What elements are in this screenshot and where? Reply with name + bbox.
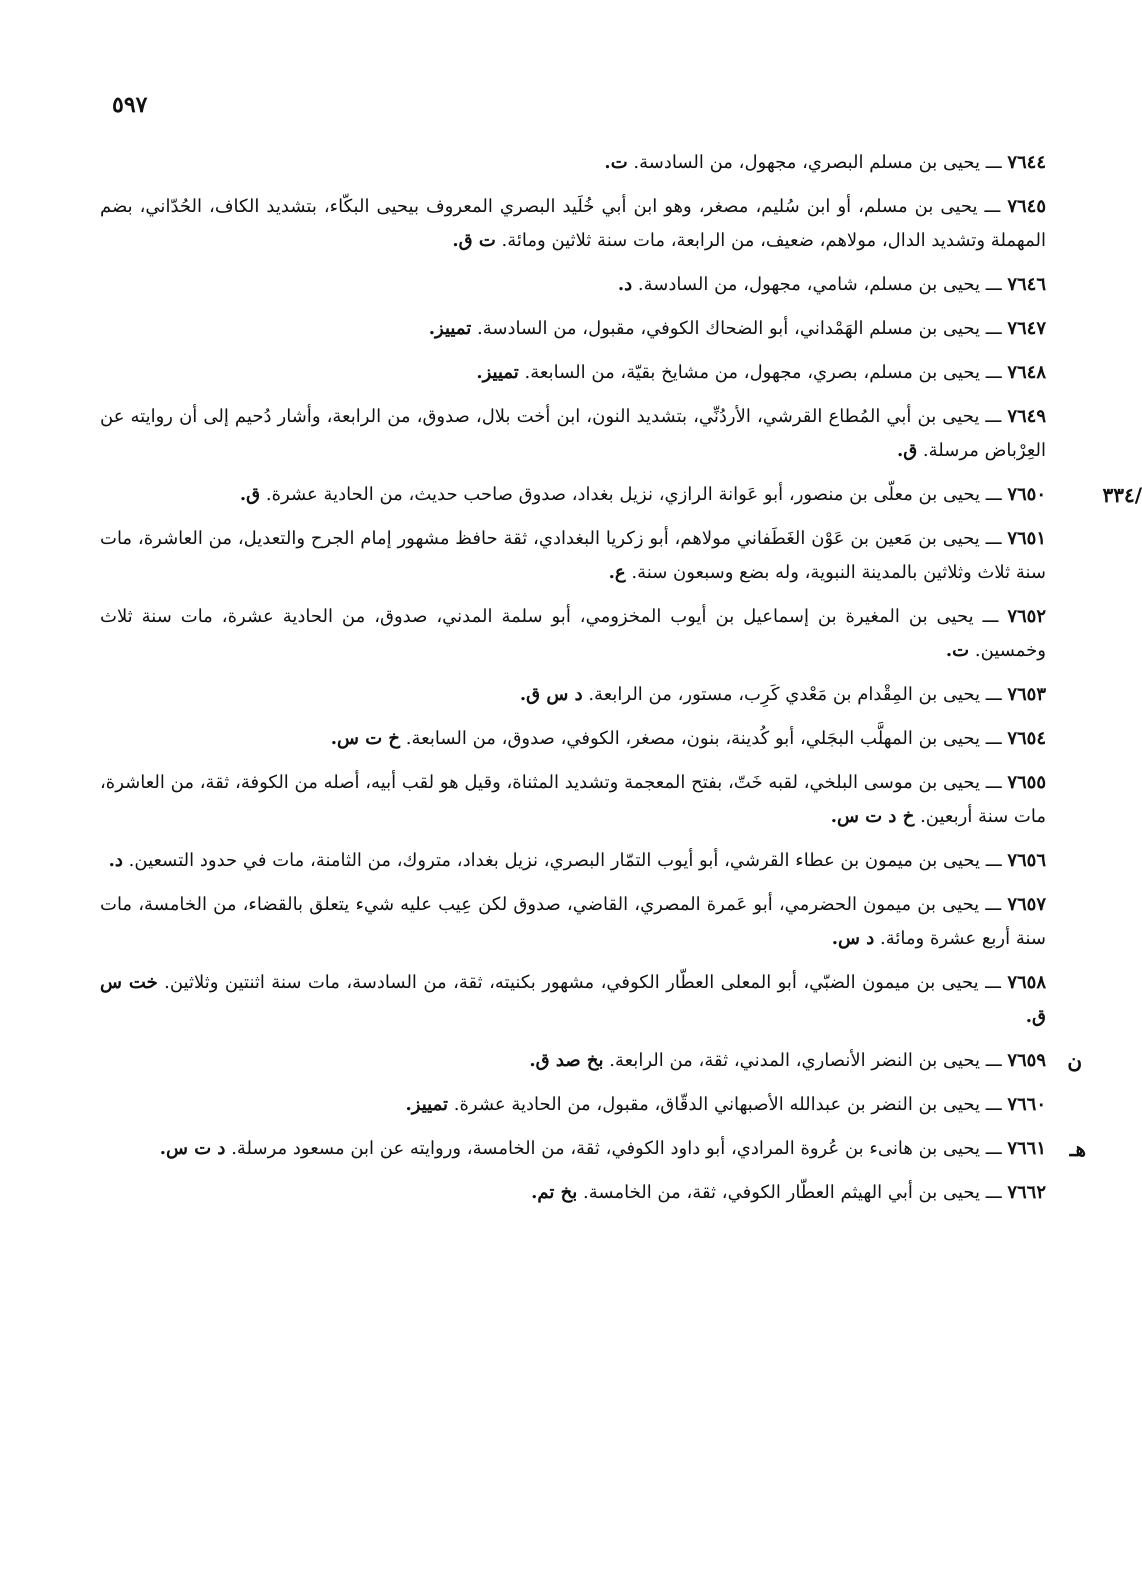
entry: ٧٦٥٨ ـــ يحيى بن ميمون الضبّي، أبو المعلى العطّار الكوفي، مشهور بكنيته، ثقة، من السادسة، مات سنة اثنتين وثلاثين. خت س ق.	[100, 972, 1046, 1027]
entry-symbols: د.	[108, 850, 123, 871]
entry-number: ٧٦٤٩	[1007, 406, 1047, 427]
entry-symbols: د س.	[831, 928, 875, 949]
entry-number: ٧٦٥٨	[1007, 972, 1046, 993]
entry-symbols: بخ تم.	[531, 1182, 578, 1203]
entry: ٧٦٥٠ ـــ يحيى بن معلّى بن منصور، أبو عَوانة الرازي، نزيل بغداد، صدوق صاحب حديث، من الحادية عشرة. ق. /٣٣٤	[100, 478, 1046, 512]
entry-text: يحيى بن المغيرة بن إسماعيل بن أيوب المخزومي، أبو سلمة المدني، صدوق، من الحادية عشرة، مات سنة ثلاث وخمسين.	[100, 606, 1046, 661]
entry-symbols: ق.	[896, 440, 918, 461]
entry: ٧٦٥٥ ـــ يحيى بن موسى البلخي، لقبه خَتّ، بفتح المعجمة وتشديد المثناة، وقيل هو لقب أبيه، أصله من الكوفة، ثقة، من العاشرة، مات سنة أربعين. خ د ت س.	[100, 772, 1047, 827]
entry-number: ٧٦٥٧	[1007, 894, 1047, 915]
entry-number: ٧٦٤٨	[1007, 362, 1046, 383]
entry-symbols: ت ق.	[452, 230, 496, 251]
entry-symbols: تمييز.	[476, 362, 519, 383]
entry: ٧٦٥٩ ـــ يحيى بن النضر الأنصاري، المدني، ثقة، من الرابعة. بخ صد ق. ن	[100, 1044, 1046, 1078]
entry: ٧٦٤٩ ـــ يحيى بن أبي المُطاع القرشي، الأردُنِّي، بتشديد النون، ابن أخت بلال، صدوق، من الرابعة، وأشار دُحيم إلى أن روايته عن العِرْباض مرسلة. ق.	[100, 406, 1047, 461]
entry: ٧٦٥٣ ـــ يحيى بن المِقْدام بن مَعْدي كَرِب، مستور، من الرابعة. د س ق.	[519, 684, 1046, 705]
entry: ٧٦٤٥ ـــ يحيى بن مسلم، أو ابن سُليم، مصغر، وهو ابن أبي خُلَيد البصري المعروف بيحيى البكّاء، بتشديد الكاف، الحُدّاني، بضم المهملة وتشديد الدال، مولاهم، ضعيف، من الرابعة، مات سنة ثلاثين ومائة. ت ق.	[100, 196, 1046, 251]
page-number: ٥٩٧	[112, 92, 148, 118]
entry-number: ٧٦٤٧	[1007, 318, 1046, 339]
entry-number: ٧٦٥٦	[1007, 850, 1046, 871]
entry-number: ٧٦٥٥	[1007, 772, 1047, 793]
entry: ٧٦٥٤ ـــ يحيى بن المهلَّب البجَلي، أبو كُدينة، بنون، مصغر، الكوفي، صدوق، من السابعة. خ ت س.	[330, 728, 1046, 749]
entry-text: يحيى بن مسلم البصري، مجهول، من السادسة.	[633, 152, 981, 173]
entry-symbols: ع.	[608, 562, 626, 583]
entry-text: يحيى بن ميمون الحضرمي، أبو عَمرة المصري، القاضي، صدوق لكن عِيب عليه شيء يتعلق بالقضاء، من الخامسة، مات سنة أربع عشرة ومائة.	[100, 894, 1046, 949]
entry-symbols: خت س ق.	[100, 972, 1046, 1027]
entry-number: ٧٦٥١	[1007, 528, 1047, 549]
entry-text: يحيى بن ميمون بن عطاء القرشي، أبو أيوب التمّار البصري، نزيل بغداد، متروك، من الثامنة، مات في حدود التسعين.	[128, 850, 981, 871]
entry: ٧٦٥٢ ـــ يحيى بن المغيرة بن إسماعيل بن أيوب المخزومي، أبو سلمة المدني، صدوق، من الحادية عشرة، مات سنة ثلاث وخمسين. ت.	[100, 606, 1046, 661]
entry-text: يحيى بن مسلم، شامي، مجهول، من السادسة.	[637, 274, 981, 295]
entry-symbols: تمييز.	[405, 1094, 449, 1115]
entry: ٧٦٥٧ ـــ يحيى بن ميمون الحضرمي، أبو عَمرة المصري، القاضي، صدوق لكن عِيب عليه شيء يتعلق بالقضاء، من الخامسة، مات سنة أربع عشرة ومائة. د س.	[100, 894, 1047, 949]
entry-symbols: ق.	[239, 484, 261, 505]
entry: ٧٦٦٠ ـــ يحيى بن النضر بن عبدالله الأصبهاني الدقّاق، مقبول، من الحادية عشرة. تمييز.	[405, 1094, 1046, 1115]
entry: ٧٦٥١ ـــ يحيى بن مَعين بن عَوْن الغَطَفاني مولاهم، أبو زكريا البغدادي، ثقة حافظ مشهور إمام الجرح والتعديل، من العاشرة، مات سنة ثلاث وثلاثين بالمدينة النبوية، وله بضع وسبعون سنة. ع.	[100, 528, 1047, 583]
entry: ٧٦٤٤ ـــ يحيى بن مسلم البصري، مجهول، من السادسة. ت.	[604, 152, 1046, 173]
entry-number: ٧٦٥٠	[1007, 484, 1046, 505]
entry: ٧٦٤٦ ـــ يحيى بن مسلم، شامي، مجهول، من السادسة. د.	[617, 274, 1046, 295]
entry-symbols: ت.	[945, 640, 970, 661]
entry-number: ٧٦٤٤	[1007, 152, 1046, 173]
entry-symbols: بخ صد ق.	[529, 1050, 604, 1071]
margin-note-volume-page: /٣٣٤	[1102, 483, 1142, 507]
entry: ٧٦٤٨ ـــ يحيى بن مسلم، بصري، مجهول، من مشايخ بقيّة، من السابعة. تمييز.	[476, 362, 1046, 383]
margin-note-ha: هـ	[1069, 1137, 1086, 1161]
entry: ٧٦٦٢ ـــ يحيى بن أبي الهيثم العطّار الكوفي، ثقة، من الخامسة. بخ تم.	[531, 1182, 1046, 1203]
entry: ٧٦٦١ ـــ يحيى بن هانىء بن عُروة المرادي، أبو داود الكوفي، ثقة، من الخامسة، وروايته عن ابن مسعود مرسلة. د ت س. هـ	[100, 1132, 1046, 1166]
entry-symbols: خ ت س.	[330, 728, 401, 749]
entry-symbols: د.	[617, 274, 633, 295]
entry: ٧٦٥٦ ـــ يحيى بن ميمون بن عطاء القرشي، أبو أيوب التمّار البصري، نزيل بغداد، متروك، من الثامنة، مات في حدود التسعين. د.	[108, 850, 1046, 871]
entry-text: يحيى بن النضر الأنصاري، المدني، ثقة، من الرابعة.	[609, 1050, 981, 1071]
entries-list	[100, 146, 1142, 1220]
entry-text: يحيى بن موسى البلخي، لقبه خَتّ، بفتح المعجمة وتشديد المثناة، وقيل هو لقب أبيه، أصله من الكوفة، ثقة، من العاشرة، مات سنة أربعين.	[100, 772, 1046, 827]
entry-text: يحيى بن المِقْدام بن مَعْدي كَرِب، مستور، من الرابعة.	[588, 684, 981, 705]
entry-symbols: خ د ت س.	[830, 806, 915, 827]
entry-number: ٧٦٦١	[1007, 1138, 1046, 1159]
entry-number: ٧٦٥٢	[1007, 606, 1046, 627]
entry-text: يحيى بن معلّى بن منصور، أبو عَوانة الرازي، نزيل بغداد، صدوق صاحب حديث، من الحادية عشرة.	[265, 484, 981, 505]
entry-symbols: تمييز.	[428, 318, 472, 339]
entry-number: ٧٦٤٦	[1007, 274, 1046, 295]
entry-symbols: ت.	[604, 152, 628, 173]
entry-text: يحيى بن ميمون الضبّي، أبو المعلى العطّار الكوفي، مشهور بكنيته، ثقة، من السادسة، مات سنة اثنتين وثلاثين.	[164, 972, 979, 993]
entry-text: يحيى بن النضر بن عبدالله الأصبهاني الدقّاق، مقبول، من الحادية عشرة.	[453, 1094, 981, 1115]
entry-text: يحيى بن مَعين بن عَوْن الغَطَفاني مولاهم، أبو زكريا البغدادي، ثقة حافظ مشهور إمام الجرح والتعديل، من العاشرة، مات سنة ثلاث وثلاثين بالمدينة النبوية، وله بضع وسبعون سنة.	[100, 528, 1046, 583]
entry-number: ٧٦٥٣	[1007, 684, 1046, 705]
entry-symbols: د ت س.	[159, 1138, 226, 1159]
entry-number: ٧٦٥٤	[1007, 728, 1046, 749]
entry-text: يحيى بن أبي الهيثم العطّار الكوفي، ثقة، من الخامسة.	[583, 1182, 981, 1203]
entry-text: يحيى بن أبي المُطاع القرشي، الأردُنِّي، بتشديد النون، ابن أخت بلال، صدوق، من الرابعة، وأشار دُحيم إلى أن روايته عن العِرْباض مرسلة.	[100, 406, 1046, 461]
entry: ٧٦٤٧ ـــ يحيى بن مسلم الهَمْداني، أبو الضحاك الكوفي، مقبول، من السادسة. تمييز.	[428, 318, 1046, 339]
entry-text: يحيى بن هانىء بن عُروة المرادي، أبو داود الكوفي، ثقة، من الخامسة، وروايته عن ابن مسعود مرسلة.	[231, 1138, 981, 1159]
entry-text: يحيى بن مسلم، أو ابن سُليم، مصغر، وهو ابن أبي خُلَيد البصري المعروف بيحيى البكّاء، بتشديد الكاف، الحُدّاني، بضم المهملة وتشديد الدال، مولاهم، ضعيف، من الرابعة، مات سنة ثلاثين ومائة.	[100, 196, 1046, 251]
entry-number: ٧٦٦٢	[1007, 1182, 1046, 1203]
entry-text: يحيى بن المهلَّب البجَلي، أبو كُدينة، بنون، مصغر، الكوفي، صدوق، من السابعة.	[405, 728, 981, 749]
entry-number: ٧٦٦٠	[1007, 1094, 1046, 1115]
entry-number: ٧٦٤٥	[1007, 196, 1046, 217]
entry-number: ٧٦٥٩	[1007, 1050, 1046, 1071]
entry-text: يحيى بن مسلم الهَمْداني، أبو الضحاك الكوفي، مقبول، من السادسة.	[477, 318, 981, 339]
entry-symbols: د س ق.	[519, 684, 583, 705]
margin-note-nun: ن	[1067, 1049, 1082, 1073]
entry-text: يحيى بن مسلم، بصري، مجهول، من مشايخ بقيّة، من السابعة.	[524, 362, 981, 383]
